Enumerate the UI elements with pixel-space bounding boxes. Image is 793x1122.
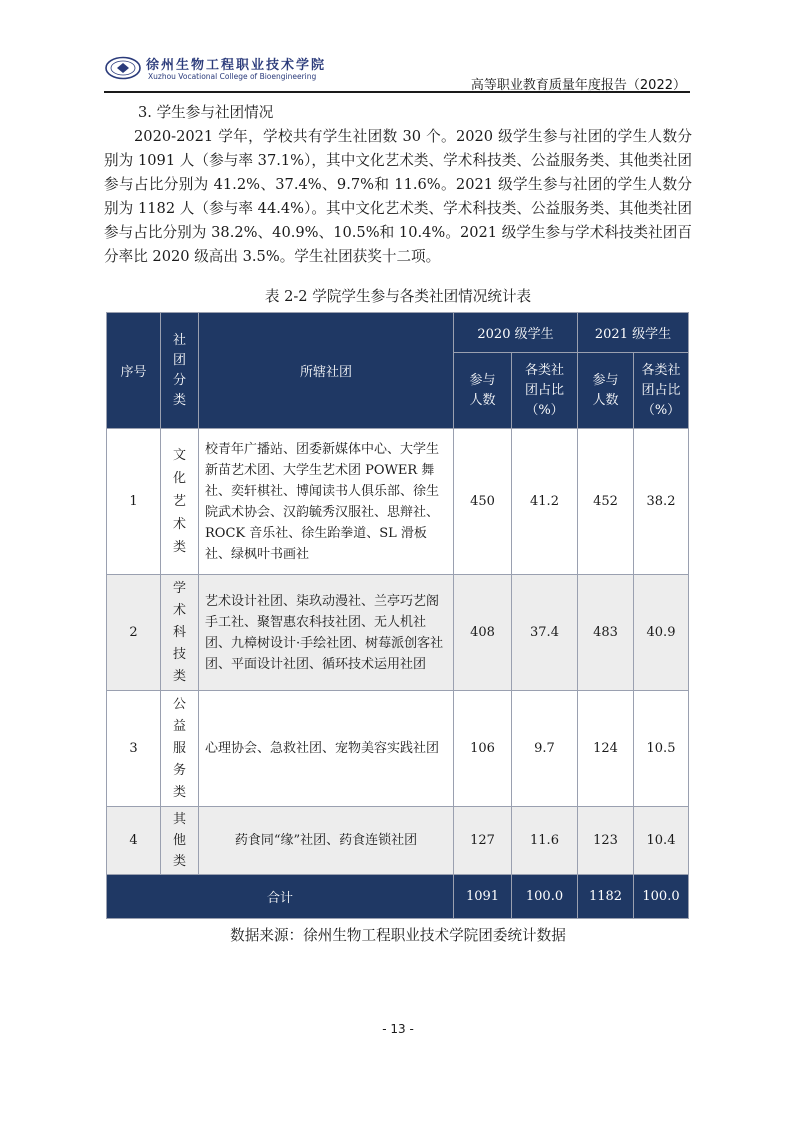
- logo-text-en: Xuzhou Vocational College of Bioengineering: [148, 72, 317, 81]
- row-participants-2020: 408: [454, 575, 512, 691]
- row-share-2020: 41.2: [512, 429, 578, 575]
- row-index: 3: [107, 691, 161, 807]
- row-category: 公益服务类: [161, 691, 199, 807]
- row-share-2020: 37.4: [512, 575, 578, 691]
- table-caption: 表 2-2 学院学生参与各类社团情况统计表: [264, 288, 532, 305]
- row-share-2021: 38.2: [634, 429, 689, 575]
- row-share-2021: 10.5: [634, 691, 689, 807]
- header-category: 社团分类: [161, 313, 199, 429]
- header-share-2020: 各类社团占比（%）: [512, 353, 578, 429]
- row-participants-2020: 127: [454, 807, 512, 875]
- total-participants-2021: 1182: [578, 875, 634, 919]
- logo-text-cn: 徐州生物工程职业技术学院: [146, 58, 327, 73]
- header-2021: 2021 级学生: [578, 313, 689, 353]
- row-share-2020: 9.7: [512, 691, 578, 807]
- table-row: [107, 807, 689, 875]
- data-source-note: 数据来源：徐州生物工程职业技术学院团委统计数据: [230, 927, 566, 944]
- row-participants-2021: 123: [578, 807, 634, 875]
- header-share-2021: 各类社团占比（%）: [634, 353, 689, 429]
- header-participants-2020: 参与人数: [454, 353, 512, 429]
- row-index: 1: [107, 429, 161, 575]
- table-row: [107, 575, 689, 691]
- header-divider: [104, 91, 690, 93]
- row-clubs: 心理协会、急救社团、宠物美容实践社团: [199, 691, 454, 807]
- total-share-2021: 100.0: [634, 875, 689, 919]
- report-title: 高等职业教育质量年度报告（2022）: [470, 78, 686, 93]
- total-label: 合计: [107, 875, 454, 919]
- row-clubs: 校青年广播站、团委新媒体中心、大学生新苗艺术团、大学生艺术团 POWER 舞社、奕轩棋社、博闻读书人俱乐部、徐生院武术协会、汉韵毓秀汉服社、思辩社、ROCK 音乐社、徐生跆拳道、SL 滑板社、绿枫叶书画社: [199, 429, 454, 575]
- row-category: 其他类: [161, 807, 199, 875]
- header-index: 序号: [107, 313, 161, 429]
- row-clubs: 艺术设计社团、柒玖动漫社、兰亭巧艺阁手工社、聚智惠农科技社团、无人机社团、九樟树设计·手绘社团、树莓派创客社团、平面设计社团、循环技术运用社团: [199, 575, 454, 691]
- header-participants-2021: 参与人数: [578, 353, 634, 429]
- table-row: [107, 691, 689, 807]
- club-participation-table: [106, 312, 689, 919]
- total-share-2020: 100.0: [512, 875, 578, 919]
- page-header: [104, 52, 690, 92]
- table-row: [107, 429, 689, 575]
- row-participants-2020: 450: [454, 429, 512, 575]
- row-participants-2020: 106: [454, 691, 512, 807]
- section-paragraph: 2020-2021 学年，学校共有学生社团数 30 个。2020 级学生参与社团的学生人数分别为 1091 人（参与率 37.1%），其中文化艺术类、学术科技类、公益服务类、其他类社团参与占比分别为 41.2%、37.4%、9.7%和 11.6%。2021 级学生参与社团的学生人数分别为 1182 人（参与率 44.4%）。其中文化艺术类、学术科技类、公益服务类、其他类社团参与占比分别为 38.2%、40.9%、10.5%和 10.4%。2021 级学生参与学术科技类社团百分率比 2020 级高出 3.5%。学生社团获奖十二项。: [104, 128, 692, 265]
- row-category: 文化艺术类: [161, 429, 199, 575]
- college-logo-icon: [104, 56, 142, 80]
- total-participants-2020: 1091: [454, 875, 512, 919]
- header-clubs: 所辖社团: [199, 313, 454, 429]
- row-category: 学术科技类: [161, 575, 199, 691]
- row-share-2020: 11.6: [512, 807, 578, 875]
- row-participants-2021: 483: [578, 575, 634, 691]
- row-participants-2021: 124: [578, 691, 634, 807]
- row-participants-2021: 452: [578, 429, 634, 575]
- row-index: 2: [107, 575, 161, 691]
- table-total-row: [107, 875, 689, 919]
- row-share-2021: 10.4: [634, 807, 689, 875]
- row-index: 4: [107, 807, 161, 875]
- section-heading: 3. 学生参与社团情况: [138, 104, 274, 121]
- row-share-2021: 40.9: [634, 575, 689, 691]
- page-number: - 13 -: [382, 1022, 414, 1036]
- row-clubs: 药食同“缘”社团、药食连锁社团: [199, 807, 454, 875]
- header-2020: 2020 级学生: [454, 313, 578, 353]
